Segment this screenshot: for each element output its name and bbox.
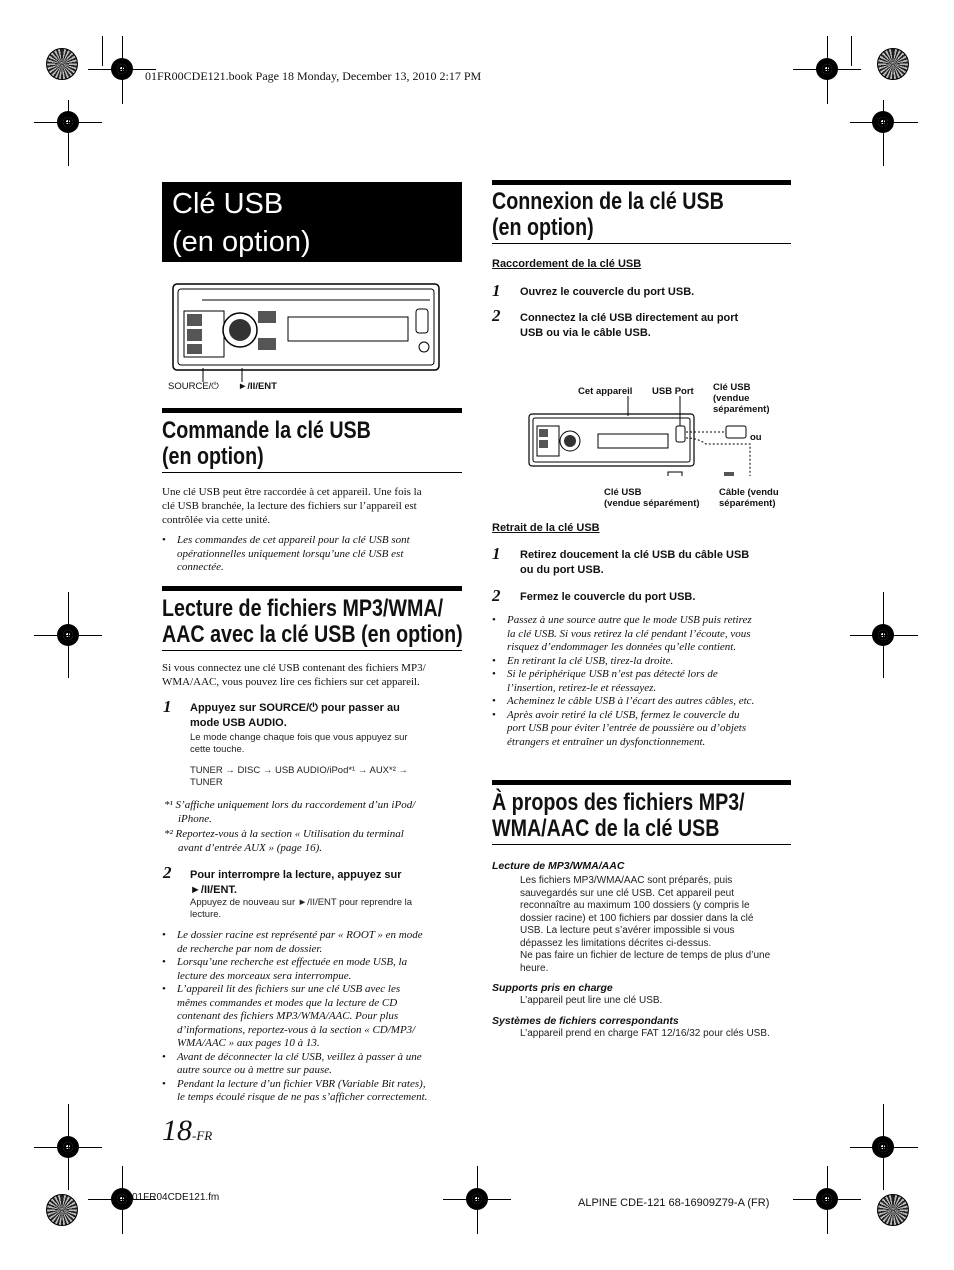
connexion-step-1: Ouvrez le couvercle du port USB.: [520, 286, 695, 298]
section-rule: [492, 844, 791, 845]
step-number: 1: [492, 281, 501, 300]
mode-sequence: TUNER → DISC → USB AUDIO/iPod*¹ → AUX*² → TUNER: [190, 765, 409, 788]
step-number: 1: [163, 697, 172, 716]
lecture-heading-1: Lecture de fichiers MP3/WMA/: [162, 595, 444, 622]
label-ou: ou: [750, 432, 762, 443]
list-item: • L’appareil lit des fichiers sur une clé USB avec les mêmes commandes et modes que la lecture de CD contenant des fichiers MP3/WMA/AAC. Pour plus d’informations, reportez-vous à la section « CD/MP3/ WMA/AAC » aux pages 10 à 13.: [162, 983, 466, 1051]
page-number: 18-FR: [162, 1114, 213, 1147]
heading-lecture-mp3: Lecture de MP3/WMA/AAC: [492, 860, 625, 872]
step-1-note: Le mode change chaque fois que vous appuyez sur cette touche.: [190, 732, 408, 755]
connexion-step-2: Connectez la clé USB directement au port USB ou via le câble USB.: [520, 312, 739, 339]
lecture-bullets: [162, 929, 466, 1105]
commande-note: • Les commandes de cet appareil pour la clé USB sont opérationnelles uniquement lorsqu’une clé USB est connectée.: [162, 534, 462, 575]
list-item: • Pendant la lecture d’un fichier VBR (Variable Bit rates), le temps écoulé risque de ne pas s’afficher correctement.: [162, 1078, 466, 1105]
step-number: 2: [163, 863, 172, 882]
retrait-step-1: Retirez doucement la clé USB du câble USB ou du port USB.: [520, 549, 750, 576]
section-rule: [492, 780, 791, 785]
retrait-step-2: Fermez le couvercle du port USB.: [520, 591, 696, 603]
sub-heading-retrait: Retrait de la clé USB: [492, 522, 600, 534]
lecture-heading-2: AAC avec la clé USB (en option): [162, 621, 463, 648]
commande-heading-1: Commande la clé USB: [162, 417, 371, 444]
list-item: • Si le périphérique USB n’est pas détecté lors de l’insertion, retirez-le et réessayez.: [492, 668, 792, 695]
title-line-2: (en option): [172, 226, 311, 258]
text-supports: L’appareil peut lire une clé USB.: [520, 995, 663, 1006]
footer-model: ALPINE CDE-121 68-16909Z79-A (FR): [578, 1197, 770, 1209]
title-line-1: Clé USB: [172, 188, 284, 220]
label-usb-port: USB Port: [652, 386, 694, 397]
lecture-paragraph: Si vous connectez une clé USB contenant des fichiers MP3/ WMA/AAC, vous pouvez lire ces fichiers sur cet appareil.: [162, 662, 426, 688]
commande-paragraph: Une clé USB peut être raccordée à cet appareil. Une fois la clé USB branchée, la lecture des fichiers sur l’appareil est contrôlée via cette unité.: [162, 486, 422, 526]
list-item: • Acheminez le câble USB à l’écart des autres câbles, etc.: [492, 695, 792, 709]
section-rule: [162, 586, 462, 591]
list-item: • Lorsqu’une recherche est effectuée en mode USB, la lecture des morceaux sera interrompue.: [162, 956, 466, 983]
page-title: [162, 182, 462, 262]
section-rule: [162, 472, 462, 473]
source-label: SOURCE/⏻: [168, 381, 219, 392]
section-rule: [492, 180, 791, 185]
list-item: • Passez à une source autre que le mode USB puis retirez la clé USB. Si vous retirez la clé pendant l’écoute, vous risquez d’endommager les données qu’elle contient.: [492, 614, 792, 655]
step-number: 1: [492, 544, 501, 563]
head-unit-illustration: [172, 283, 440, 373]
retrait-bullets: [492, 614, 792, 749]
list-item: • Avant de déconnecter la clé USB, veillez à passer à une autre source ou à mettre sur pause.: [162, 1051, 466, 1078]
heading-supports: Supports pris en charge: [492, 982, 613, 994]
section-rule: [162, 650, 462, 651]
label-cle-usb-bottom: Clé USB (vendue séparément): [604, 487, 700, 509]
step-2-note: Appuyez de nouveau sur ►/II/ENT pour reprendre la lecture.: [190, 897, 413, 920]
step-2-text: Pour interrompre la lecture, appuyez sur ►/II/ENT.: [190, 869, 402, 896]
text-systemes: L’appareil prend en charge FAT 12/16/32 pour clés USB.: [520, 1028, 770, 1039]
heading-systemes: Systèmes de fichiers correspondants: [492, 1015, 679, 1027]
footnote-1: *¹ S’affiche uniquement lors du raccordement d’un iPod/ iPhone.: [164, 799, 416, 825]
footer-file: 01FR04CDE121.fm: [132, 1192, 220, 1203]
step-1-text: Appuyez sur SOURCE/⏻ pour passer au mode USB AUDIO.: [190, 702, 400, 729]
list-item: • Le dossier racine est représenté par « ROOT » en mode de recherche par nom de dossier.: [162, 929, 466, 956]
label-cet-appareil: Cet appareil: [578, 386, 633, 397]
apropos-heading-1: À propos des fichiers MP3/: [492, 789, 745, 816]
step-number: 2: [492, 306, 501, 325]
section-rule: [492, 243, 791, 244]
footnote-2: *² Reportez-vous à la section « Utilisation du terminal avant d’entrée AUX » (page 16).: [164, 828, 404, 854]
step-number: 2: [492, 586, 501, 605]
commande-heading-2: (en option): [162, 443, 264, 470]
connexion-heading-1: Connexion de la clé USB: [492, 188, 724, 215]
apropos-heading-2: WMA/AAC de la clé USB: [492, 815, 720, 842]
book-header: 01FR00CDE121.book Page 18 Monday, December 13, 2010 2:17 PM: [145, 69, 482, 83]
label-cable: Câble (vendu séparément): [719, 487, 779, 509]
sub-heading-raccordement: Raccordement de la clé USB: [492, 258, 642, 270]
text-lecture-mp3: Les fichiers MP3/WMA/AAC sont préparés, puis sauvegardés sur une clé USB. Cet appareil peut reconnaître au maximum 100 dossiers (y compris le dossier racine) et 100 fichiers par dossier dans la clé USB. La lecture peut s’avérer impossible si vous dépassez les limitations décrites ci-dessus. Ne pas faire un fichier de lecture de temps de plus d’une heure.: [520, 875, 771, 974]
list-item: • En retirant la clé USB, tirez-la droite.: [492, 655, 792, 669]
connexion-heading-2: (en option): [492, 214, 594, 241]
play-label: ►/II/ENT: [238, 381, 277, 392]
list-item: • Après avoir retiré la clé USB, fermez le couvercle du port USB pour éviter l’entrée de poussière ou d’objets étrangers et entraîner un dysfonctionnement.: [492, 709, 792, 750]
section-rule: [162, 408, 462, 413]
label-cle-usb-top: Clé USB (vendue séparément): [713, 382, 770, 415]
